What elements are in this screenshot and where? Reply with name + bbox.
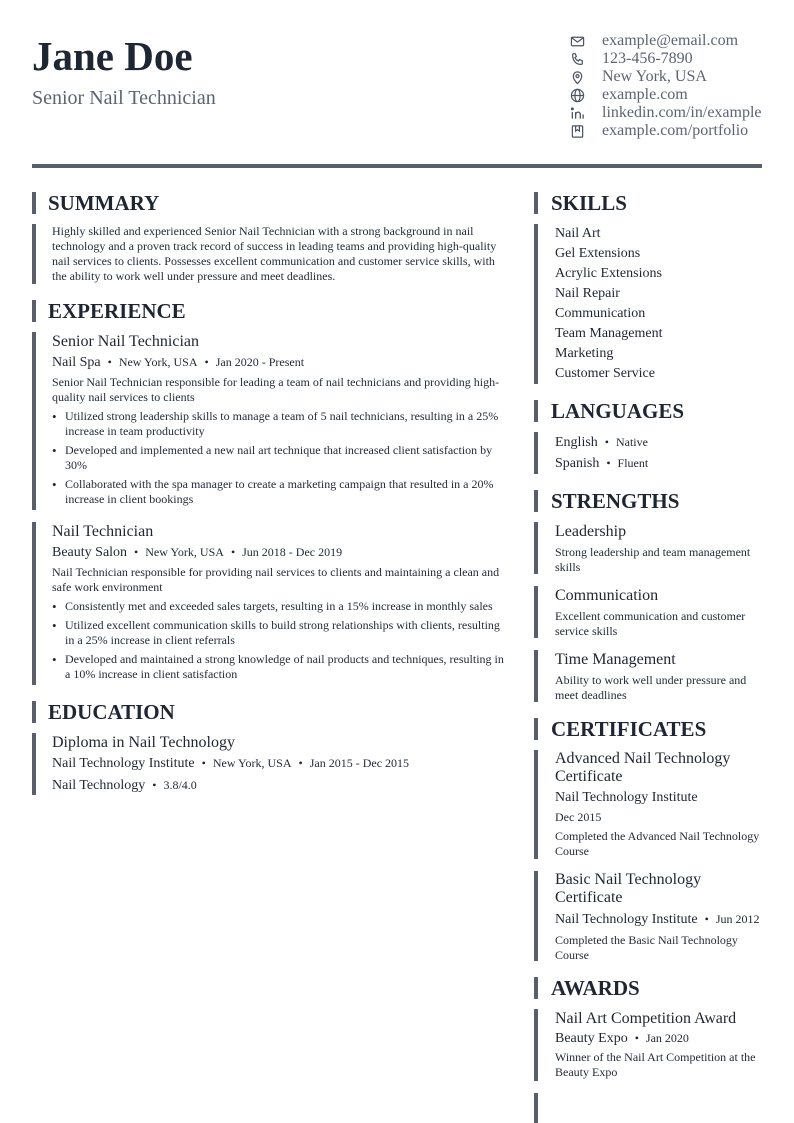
- contact-website[interactable]: [568, 86, 762, 104]
- job-bullet: • Developed and implemented a new nail art technique that increased client satisfaction by 30%: [52, 443, 506, 473]
- strength-entry: [534, 522, 764, 574]
- right-column: [534, 192, 764, 1123]
- job-bullet: • Collaborated with the spa manager to create a marketing campaign that resulted in a 20% increase in client bookings: [52, 477, 506, 507]
- strengths-heading: STRENGTHS: [534, 490, 764, 512]
- empty-section-bar: [534, 1093, 764, 1123]
- education-dates: Jan 2015 - Dec 2015: [309, 756, 410, 770]
- strength-title: Leadership: [555, 523, 627, 540]
- contact-linkedin-text: linkedin.com/in/example: [602, 104, 762, 121]
- contact-email-text: example@email.com: [602, 32, 739, 49]
- job-description: Nail Technician responsible for providing nail services to clients and maintaining a clean and safe work environment: [52, 565, 500, 594]
- skills-list: [534, 224, 764, 384]
- education-location: New York, USA: [212, 756, 292, 770]
- award-meta: Beauty Expo • Jan 2020: [555, 1031, 689, 1046]
- language-name: English: [555, 435, 598, 450]
- globe-icon: [568, 86, 586, 104]
- job-company: Beauty Salon: [52, 545, 128, 560]
- award-title: Nail Art Competition Award: [555, 1010, 737, 1027]
- contact-location-text: New York, USA: [602, 68, 707, 85]
- certificate-date: Dec 2015: [555, 810, 602, 824]
- phone-icon: [568, 50, 586, 68]
- job-bullet: • Utilized strong leadership skills to manage a team of 5 nail technicians, resulting in a 25% increase in team productivity: [52, 409, 506, 439]
- candidate-name: Jane Doe: [32, 33, 193, 79]
- certificate-desc: Completed the Basic Nail Technology Course: [555, 933, 738, 962]
- certificate-entry: [534, 871, 764, 961]
- certificates-heading: CERTIFICATES: [534, 718, 764, 740]
- job-bullet: • Consistently met and exceeded sales targets, resulting in a 15% increase in monthly sales: [52, 599, 506, 614]
- strength-entry: [534, 650, 764, 702]
- languages-list: [534, 432, 764, 474]
- contact-website-text: example.com: [602, 86, 688, 103]
- certificate-issuer: Nail Technology Institute: [555, 790, 698, 805]
- skills-heading: SKILLS: [534, 192, 764, 214]
- strength-desc: Excellent communication and customer service skills: [555, 609, 746, 638]
- contact-linkedin[interactable]: [568, 104, 762, 122]
- certificate-entry: [534, 750, 764, 859]
- award-entry: [534, 1009, 764, 1081]
- job-location: New York, USA: [145, 545, 224, 559]
- strength-title: Communication: [555, 587, 659, 604]
- job-location: New York, USA: [118, 355, 198, 369]
- skill-item: Nail Repair: [555, 286, 620, 301]
- award-desc: Winner of the Nail Art Competition at the Beauty Expo: [555, 1050, 756, 1079]
- summary-text: Highly skilled and experienced Senior Nail Technician with a strong background in nail technology and a proven track record of success in leading teams and providing high-quality nail services to clients. Possesses excellent communication and customer service skills, with the ability to work well under pressure and meet deadlines.: [52, 224, 497, 283]
- skill-item: Marketing: [555, 346, 614, 361]
- job-dates: Jun 2018 - Dec 2019: [242, 545, 343, 559]
- education-heading: EDUCATION: [32, 701, 506, 723]
- certificate-desc: Completed the Advanced Nail Technology Course: [555, 829, 760, 858]
- skill-item: Acrylic Extensions: [555, 266, 662, 281]
- language-level: Native: [615, 435, 648, 449]
- contact-location: [568, 68, 762, 86]
- award-issuer: Beauty Expo: [555, 1031, 628, 1046]
- job-title: Nail Technician: [52, 523, 154, 540]
- education-field-row: Nail Technology • 3.8/4.0: [52, 778, 197, 793]
- job-bullets: [52, 409, 506, 507]
- language-item: English • Native: [555, 435, 648, 450]
- resume-header: [32, 0, 762, 168]
- contact-portfolio[interactable]: [568, 122, 762, 140]
- contact-portfolio-text: example.com/portfolio: [602, 122, 749, 139]
- contact-email[interactable]: [568, 32, 762, 50]
- education-school: Nail Technology Institute: [52, 756, 195, 771]
- skill-item: Gel Extensions: [555, 246, 641, 261]
- bookmark-icon: [568, 122, 586, 140]
- linkedin-icon: [568, 104, 586, 122]
- candidate-title: Senior Nail Technician: [32, 87, 216, 109]
- education-field: Nail Technology: [52, 778, 146, 793]
- education-entry: [32, 733, 506, 795]
- skill-item: Team Management: [555, 326, 663, 341]
- job-bullet: • Developed and maintained a strong knowledge of nail products and techniques, resulting in a 10% increase in client satisfaction: [52, 652, 506, 682]
- certificate-date: Jun 2012: [715, 912, 760, 926]
- language-item: Spanish • Fluent: [555, 456, 649, 471]
- summary-block: [32, 224, 506, 284]
- education-gpa: 3.8/4.0: [163, 778, 197, 792]
- location-icon: [568, 68, 586, 86]
- language-name: Spanish: [555, 456, 600, 471]
- certificate-issuer: Nail Technology Institute: [555, 912, 698, 927]
- contact-list: [568, 32, 762, 140]
- job-bullet: • Utilized excellent communication skills to build strong relationships with clients, resulting in a 25% increase in client referrals: [52, 618, 506, 648]
- strength-desc: Ability to work well under pressure and meet deadlines: [555, 673, 747, 702]
- certificate-title: Advanced Nail Technology Certificate: [555, 750, 731, 785]
- skill-item: Customer Service: [555, 366, 655, 381]
- contact-phone[interactable]: [568, 50, 762, 68]
- job-entry: [32, 522, 506, 685]
- language-level: Fluent: [617, 456, 649, 470]
- job-dates: Jan 2020 - Present: [215, 355, 305, 369]
- skill-item: Nail Art: [555, 226, 601, 241]
- strength-desc: Strong leadership and team management skills: [555, 545, 751, 574]
- contact-phone-text: 123-456-7890: [602, 50, 693, 67]
- job-meta: Beauty Salon • New York, USA • Jun 2018 - Dec 2019: [52, 545, 343, 560]
- languages-heading: LANGUAGES: [534, 400, 764, 422]
- left-column: [32, 192, 506, 795]
- education-meta: Nail Technology Institute • New York, USA • Jan 2015 - Dec 2015: [52, 756, 410, 771]
- strength-title: Time Management: [555, 651, 676, 668]
- header-divider: [32, 164, 762, 168]
- award-date: Jan 2020: [645, 1031, 689, 1045]
- job-company: Nail Spa: [52, 355, 101, 370]
- job-meta: Nail Spa • New York, USA • Jan 2020 - Present: [52, 355, 305, 370]
- summary-heading: SUMMARY: [32, 192, 506, 214]
- certificate-title: Basic Nail Technology Certificate: [555, 871, 702, 906]
- job-entry: [32, 332, 506, 510]
- awards-heading: AWARDS: [534, 977, 764, 999]
- strength-entry: [534, 586, 764, 638]
- certificate-meta: Nail Technology Institute • Jun 2012: [555, 912, 760, 927]
- education-degree: Diploma in Nail Technology: [52, 734, 235, 751]
- skill-item: Communication: [555, 306, 646, 321]
- experience-heading: EXPERIENCE: [32, 300, 506, 322]
- job-title: Senior Nail Technician: [52, 333, 199, 350]
- email-icon: [568, 32, 586, 50]
- job-description: Senior Nail Technician responsible for leading a team of nail technicians and providing high-quality nail services to clients: [52, 375, 500, 404]
- job-bullets: [52, 599, 506, 682]
